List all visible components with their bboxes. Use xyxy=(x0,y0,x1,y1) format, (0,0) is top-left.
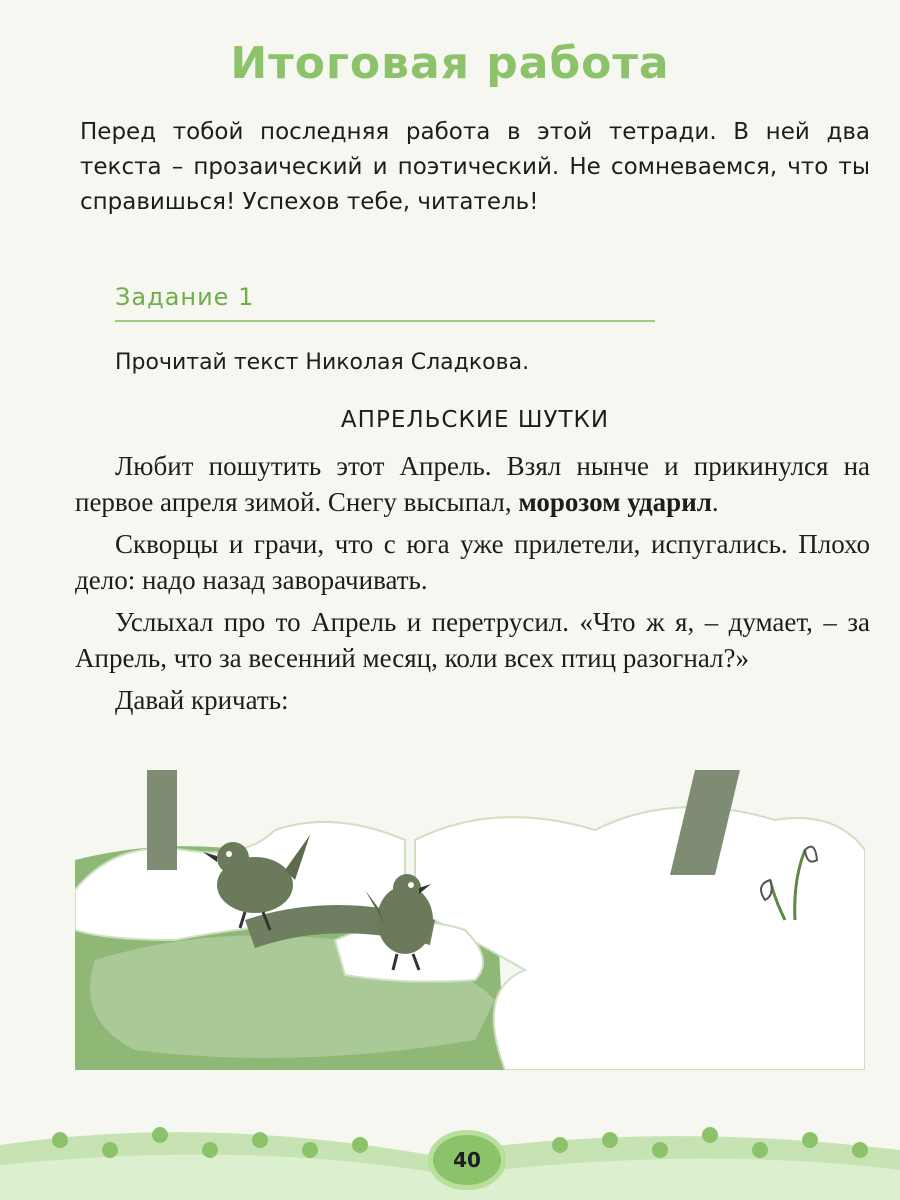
story-p1-text: Любит пошутить этот Апрель. Взял нынче и прикинулся на первое апреля зимой. Снегу высыпал, xyxy=(75,451,870,517)
intro-text xyxy=(80,115,870,220)
spring-scene-illustration xyxy=(75,770,865,1070)
tree-icon xyxy=(147,770,177,870)
story-paragraph-2: Скворцы и грачи, что с юга уже прилетели, испугались. Плохо дело: надо назад заворачивать. xyxy=(75,529,870,595)
task-instruction: Прочитай текст Николая Сладкова. xyxy=(115,350,530,375)
story-text xyxy=(75,448,870,718)
page-number: 40 xyxy=(428,1130,506,1190)
story-p1-bold: морозом ударил xyxy=(518,487,712,517)
story-paragraph-4: Давай кричать: xyxy=(115,685,289,715)
task-heading: Задание 1 xyxy=(115,283,255,311)
page-title: Итоговая работа xyxy=(230,38,670,89)
story-paragraph-1 xyxy=(75,448,870,520)
story-p1-end: . xyxy=(711,487,719,517)
intro-paragraph: Перед тобой последняя работа в этой тетради. В ней два текста – прозаический и поэтический. Не сомневаемся, что ты справишься! Успехов тебе, читатель! xyxy=(80,119,870,215)
task-divider xyxy=(115,320,655,322)
story-paragraph-3: Услыхал про то Апрель и перетрусил. «Что ж я, – думает, – за Апрель, что за весенний месяц, коли всех птиц разогнал?» xyxy=(75,607,870,673)
story-title: АПРЕЛЬСКИЕ ШУТКИ xyxy=(340,407,610,433)
